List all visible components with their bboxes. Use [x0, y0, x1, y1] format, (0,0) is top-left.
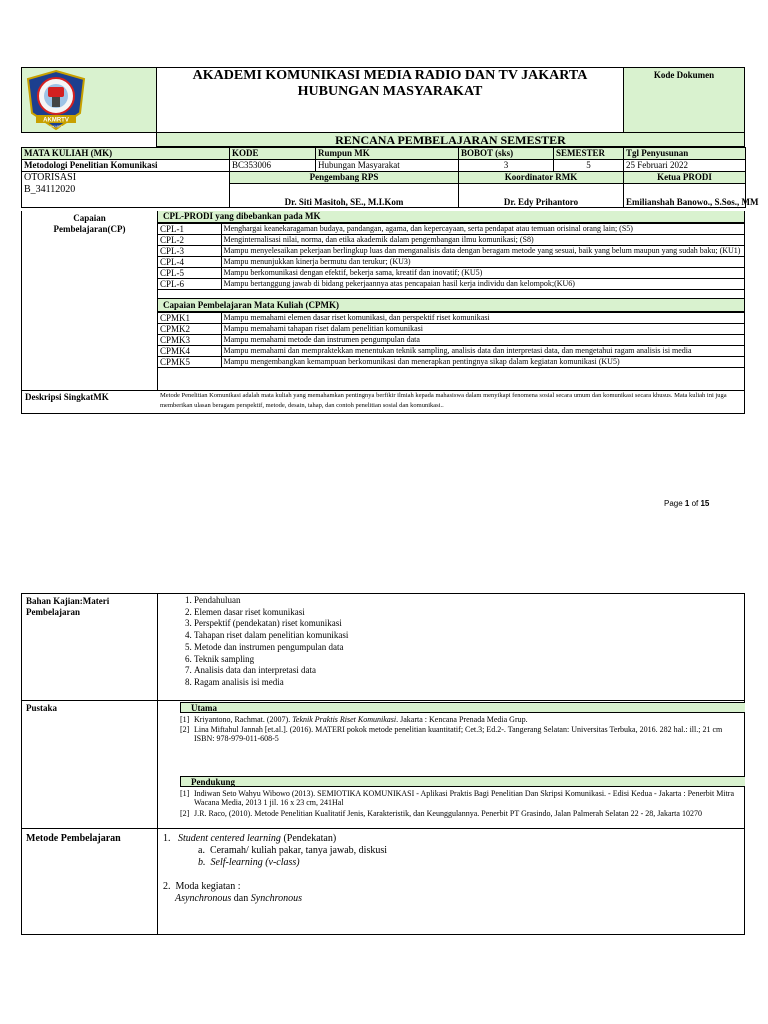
cp-section [21, 211, 745, 391]
course-rumpun: Hubungan Masyarakat [316, 160, 459, 172]
cpmk-row [158, 335, 745, 346]
cp-label: Capaian Pembelajaran(CP) [53, 213, 126, 234]
cpmk-code: CPMK4 [158, 346, 221, 357]
cpmk-code: CPMK3 [158, 335, 221, 346]
cpl-table [158, 223, 745, 290]
cpl-code: CPL-5 [158, 268, 221, 279]
bahan-kajian-item: 4. Tahapan riset dalam penelitian komunikasi [194, 630, 744, 642]
bahan-kajian-item: 3. Perspektif (pendekatan) riset komunikasi [194, 618, 744, 630]
cpl-code: CPL-3 [158, 246, 221, 257]
cpl-code: CPL-6 [158, 279, 221, 290]
cpl-row [158, 268, 745, 279]
bahan-kajian-label: Bahan Kajian:Materi Pembelajaran [26, 596, 110, 617]
bobot-label: BOBOT (sks) [459, 148, 554, 160]
cpmk-row [158, 313, 745, 324]
utama-reference: [2] Lina Miftahul Jannah [et.al.]. (2016). MATERI pokok metode penelitian kuantitatif; Cet.3; Ed.2-. Tangerang Selatan: Universitas Terbuka, 2016. 282 hal.: ill.; 21 cm ISBN: 978-979-011-608-5 [180, 725, 723, 743]
deskripsi-text: Metode Penelitian Komunikasi adalah mata kuliah yang memahamkan pentingnya berfikir ilmiah kepada mahasiswa dalam menyikapi fenomena sosial secara umum dan komunikasi secara khusus. Mata kuliah ini juga memberikan ulasan beragam perspektif, metode, desain, tahap, dan contoh penelitian sosial dan komunikasi.. [160, 392, 727, 409]
cpmk-row [158, 346, 745, 357]
pengembang-name: Dr. Siti Masitoh, SE., M.I.Kom [230, 184, 459, 208]
cpl-code: CPL-1 [158, 224, 221, 235]
logo-cell [22, 68, 157, 132]
cpl-text: Mampu berkomunikasi dengan efektif, bekerja sama, kreatif dan inovatif; (KU5) [221, 268, 745, 279]
cpmk-header: Capaian Pembelajaran Mata Kuliah (CPMK) [158, 298, 744, 312]
cpmk-text: Mampu memahami dan mempraktekkan menentukan teknik sampling, analisis data dan interpretasi data, dan mengetahui ragam analisis isi media [221, 346, 745, 357]
course-semester: 5 [554, 160, 624, 172]
rumpun-label: Rumpun MK [316, 148, 459, 160]
otorisasi-number: B_34112020 [24, 184, 76, 195]
cpl-header: CPL-PRODI yang dibebankan pada MK [158, 211, 744, 223]
department-name: HUBUNGAN MASYARAKAT [297, 84, 483, 99]
tgl-label: Tgl Penyusunan [624, 148, 746, 160]
pendukung-list [180, 789, 740, 820]
metode-row [21, 829, 745, 935]
kode-label: KODE [230, 148, 316, 160]
institution-cell [157, 68, 624, 132]
ketua-name: Emilianshah Banowo., S.Sos., MM [624, 184, 746, 208]
ketua-label: Ketua PRODI [624, 172, 746, 184]
utama-label: Utama [180, 702, 745, 713]
cpl-row [158, 257, 745, 268]
pendukung-reference: [1] Indiwan Seto Wahyu Wibowo (2013). SEMIOTIKA KOMUNIKASI - Aplikasi Praktis Bagi Penelitian Dan Skripsi Komunikasi. - Edisi Kedua - Jakarta : Penerbit Mitra Wacana Media, 2013 1 jil. 16 x 23 cm, 241Hal [180, 789, 735, 807]
cpmk-row [158, 324, 745, 335]
pustaka-row [21, 701, 745, 829]
metode-item-1: 1. Student centered learning (Pendekatan) [163, 833, 337, 844]
metode-sub-a: a. Ceramah/ kuliah pakar, tanya jawab, diskusi [198, 845, 387, 856]
moda-text: Asynchronous dan Synchronous [175, 893, 303, 904]
cpmk-table [158, 312, 745, 368]
logo-text: AKMRTV [43, 117, 69, 124]
koordinator-name: Dr. Edy Prihantoro [459, 184, 624, 208]
bahan-kajian-item: 7. Analisis data dan interpretasi data [194, 665, 744, 677]
cpl-row [158, 224, 745, 235]
doc-code-cell [624, 68, 744, 132]
metode-label: Metode Pembelajaran [26, 833, 121, 844]
pendukung-reference: [2] J.R. Raco, (2010). Metode Penelitian Kualitatif Jenis, Karakteristik, dan Keunggulannya. Penerbit PT Grasindo, Jalan Palmerah Selatan 22 - 28, Jakarta 10270 [180, 809, 702, 818]
cpl-text: Menghargai keanekaragaman budaya, pandangan, agama, dan kepercayaan, serta pendapat atau temuan orisinal orang lain; (S5) [221, 224, 745, 235]
pendukung-label: Pendukung [180, 776, 745, 787]
metode-sub-b: b. Self-learning (v-class) [198, 857, 300, 868]
cpmk-text: Mampu memahami metode dan instrumen pengumpulan data [221, 335, 745, 346]
otorisasi-label: OTORISASI [24, 172, 77, 183]
semester-label: SEMESTER [554, 148, 624, 160]
pustaka-label: Pustaka [26, 703, 58, 713]
course-code: BC353006 [230, 160, 316, 172]
cpl-row [158, 235, 745, 246]
metode-item-2: 2. Moda kegiatan : [163, 881, 241, 892]
course-bobot: 3 [459, 160, 554, 172]
cpl-text: Mampu menunjukkan kinerja bermutu dan terukur; (KU3) [221, 257, 745, 268]
cpl-text: Mampu bertanggung jawab di bidang pekerjaannya atas pencapaian hasil kerja individu dan kelompok;(KU6) [221, 279, 745, 290]
course-table [21, 147, 759, 208]
bahan-kajian-item: 8. Ragam analisis isi media [194, 677, 744, 689]
course-date: 25 Februari 2022 [624, 160, 746, 172]
mk-label: MATA KULIAH (MK) [22, 148, 230, 160]
page-footer: Page 1 of 15 [664, 499, 710, 508]
logo-subtext: JAKARTA [49, 124, 63, 129]
cpl-code: CPL-4 [158, 257, 221, 268]
cpmk-text: Mampu mengembangkan kemampuan berkomunikasi dan menerapkan pentingnya sikap dalam kegiatan komunikasi (KU5) [221, 357, 745, 368]
deskripsi-label: Deskripsi SingkatMK [25, 392, 109, 402]
bahan-kajian-item: 5. Metode dan instrumen pengumpulan data [194, 642, 744, 654]
cpl-text: Mampu menyelesaikan pekerjaan berlingkup luas dan menganalisis data dengan beragam metode yang sesuai, baik yang belum maupun yang sudah baku; (KU1) [221, 246, 745, 257]
cpmk-code: CPMK1 [158, 313, 221, 324]
rps-title: RENCANA PEMBELAJARAN SEMESTER [156, 133, 745, 147]
institution-name: AKADEMI KOMUNIKASI MEDIA RADIO DAN TV JAKARTA [192, 68, 588, 83]
cpmk-code: CPMK2 [158, 324, 221, 335]
scl-text: Student centered learning [178, 833, 281, 844]
deskripsi-row [21, 390, 745, 414]
utama-list [158, 715, 744, 743]
pengembang-label: Pengembang RPS [230, 172, 459, 184]
cpl-row [158, 246, 745, 257]
cpmk-text: Mampu memahami elemen dasar riset komunikasi, dan perspektif riset komunikasi [221, 313, 745, 324]
cpl-text: Menginternalisasi nilai, norma, dan etika akademik dalam pengembangan ilmu komunikasi; (S8) [221, 235, 745, 246]
bahan-kajian-item: 2. Elemen dasar riset komunikasi [194, 607, 744, 619]
bahan-kajian-item: 1. Pendahuluan [194, 595, 744, 607]
doc-code-label: Kode Dokumen [653, 70, 715, 80]
cpmk-row [158, 357, 745, 368]
page-total: 15 [700, 499, 710, 508]
cpl-row [158, 279, 745, 290]
cpmk-text: Mampu memahami tahapan riset dalam penelitian komunikasi [221, 324, 745, 335]
bahan-kajian-item: 6. Teknik sampling [194, 654, 744, 666]
koordinator-label: Koordinator RMK [459, 172, 624, 184]
cpmk-code: CPMK5 [158, 357, 221, 368]
akmrtv-logo [24, 69, 88, 131]
bahan-kajian-row [21, 593, 745, 701]
header-box [21, 67, 745, 133]
bahan-kajian-list [158, 595, 744, 689]
course-name: Metodologi Penelitian Komunikasi [22, 160, 230, 172]
utama-reference: [1] Kriyantono, Rachmat. (2007). Teknik Praktis Riset Komunikasi. Jakarta : Kencana Prenada Media Grup. [180, 715, 528, 724]
page-current: 1 [684, 499, 690, 508]
cpl-code: CPL-2 [158, 235, 221, 246]
